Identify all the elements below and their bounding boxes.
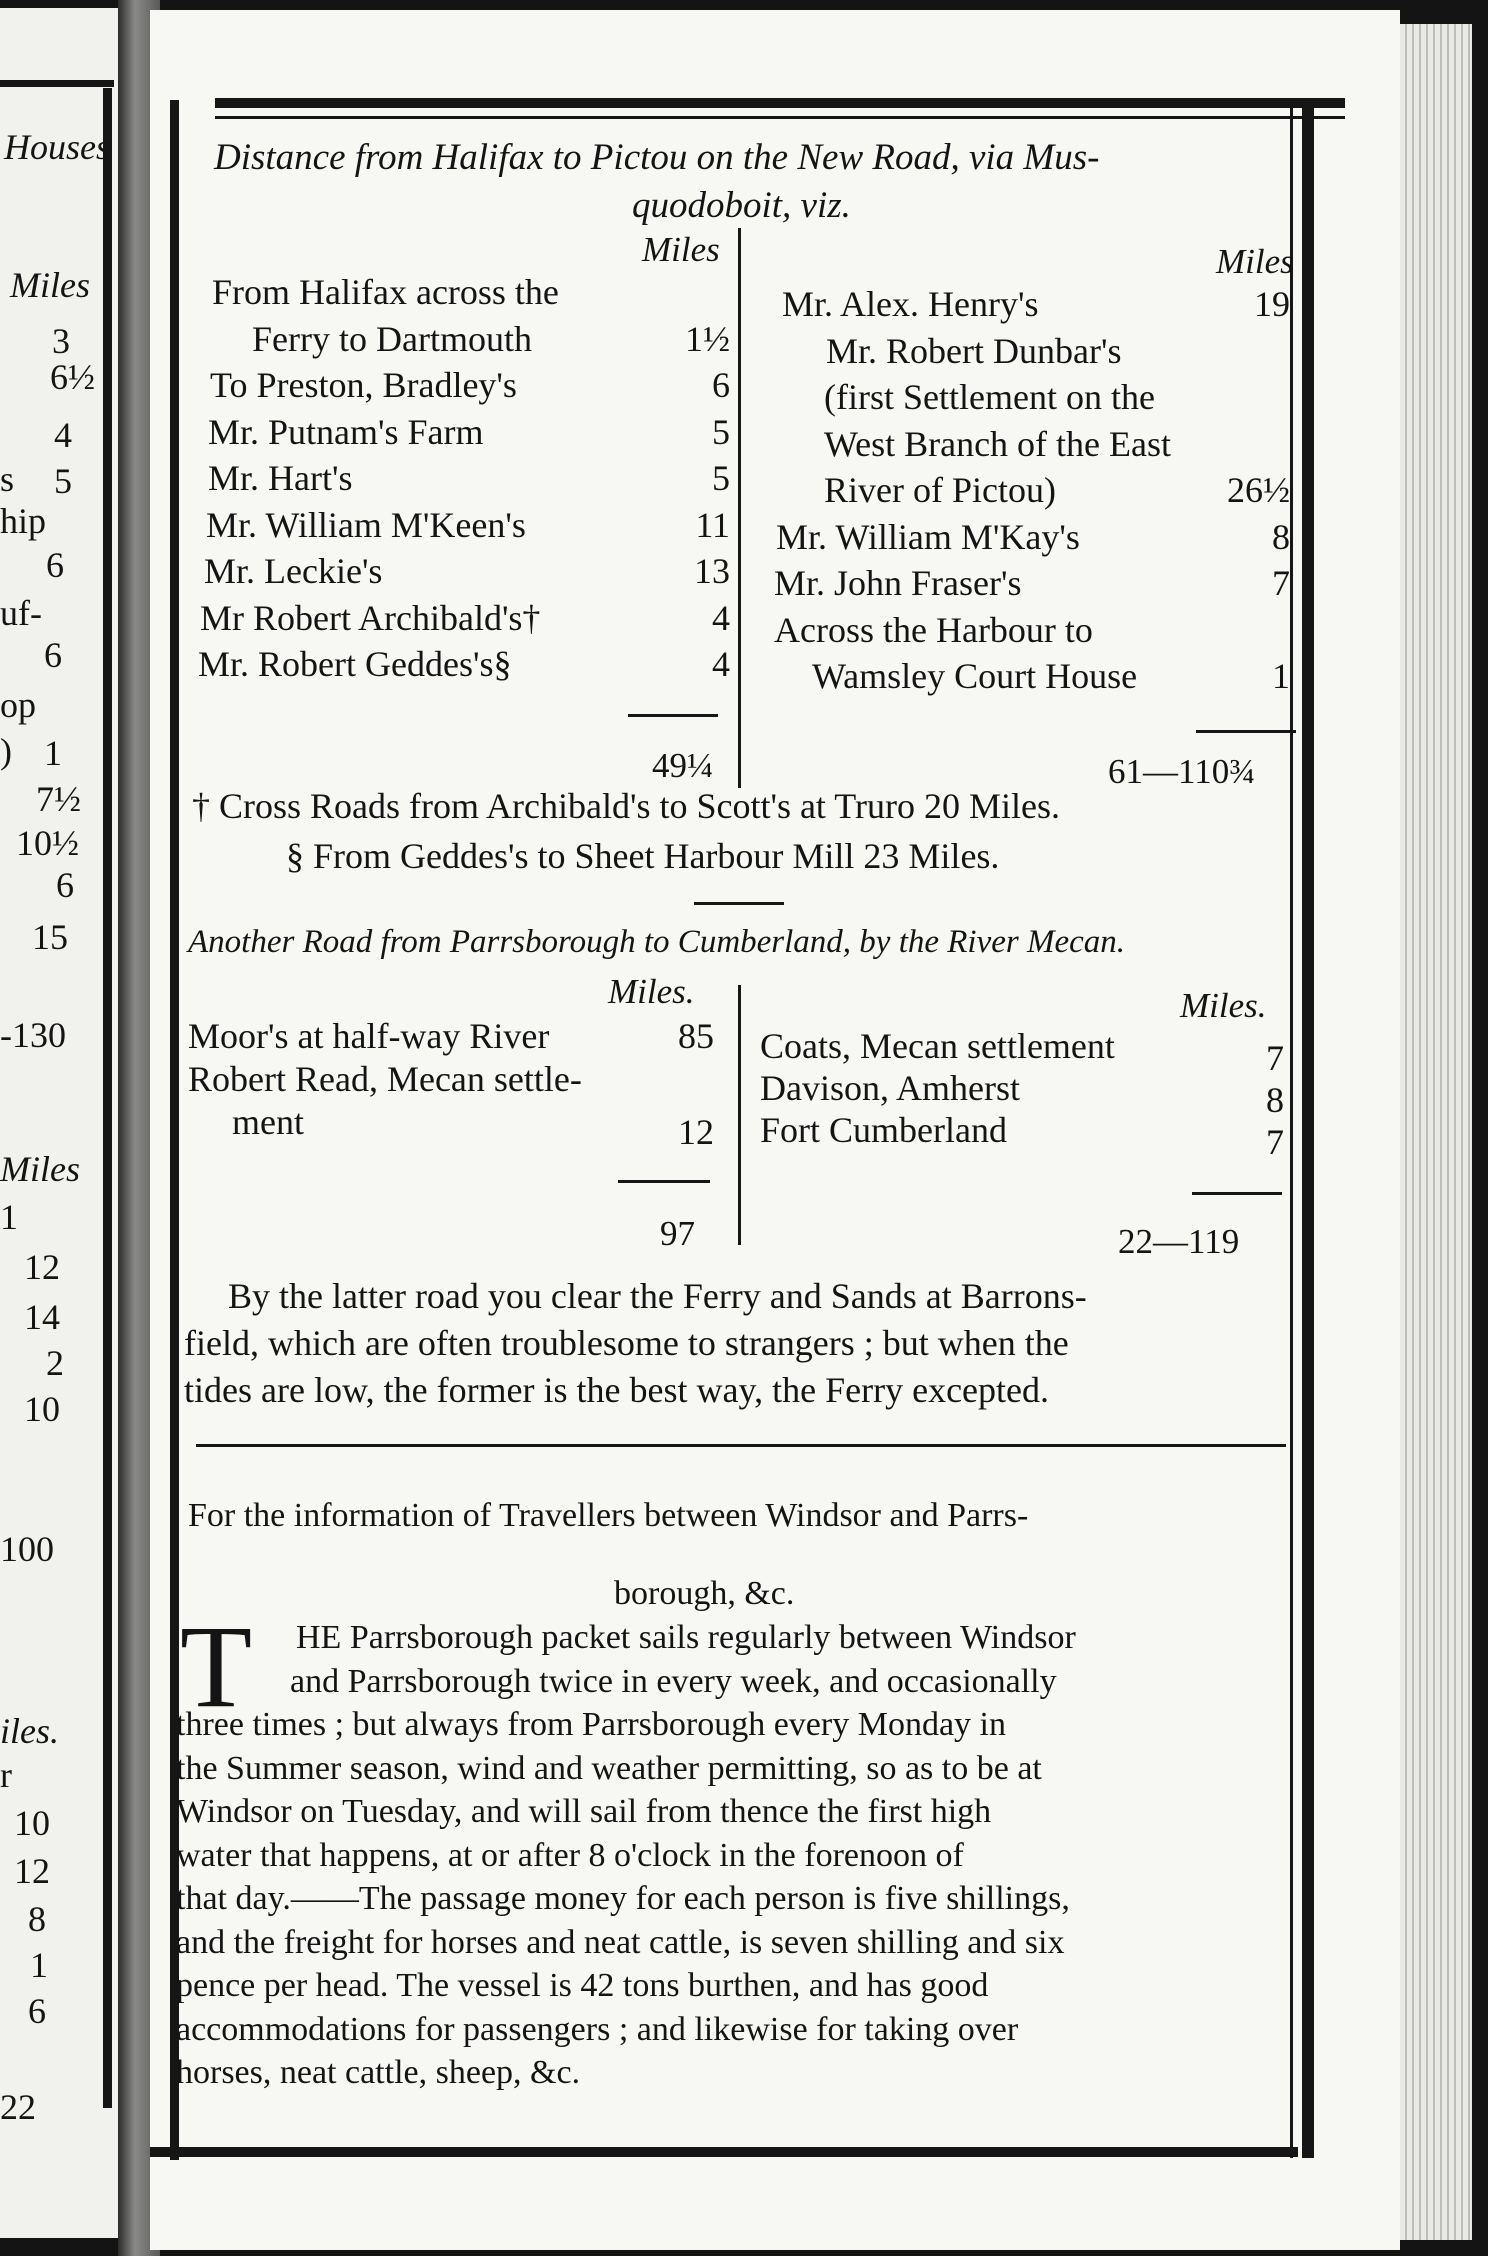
distance-row-name: West Branch of the East bbox=[824, 423, 1171, 464]
distance-row-name: Moor's at half-way River bbox=[188, 1016, 550, 1056]
previous-page-text: 12 bbox=[24, 1247, 60, 1287]
frame-right-rule bbox=[1302, 108, 1314, 2158]
paragraph-line: three times ; but always from Parrsborough every Monday in bbox=[176, 1706, 1006, 1743]
previous-page-text: Houses bbox=[4, 127, 110, 167]
distance-row-name: ment bbox=[232, 1102, 304, 1142]
previous-page-text: uf- bbox=[0, 593, 42, 633]
distance-row-name: Robert Read, Mecan settle- bbox=[188, 1059, 582, 1099]
section3-heading-line2: borough, &c. bbox=[614, 1575, 795, 1612]
previous-page-text: 10 bbox=[14, 1803, 50, 1843]
distance-row-miles: 8 bbox=[1272, 516, 1290, 557]
distance-row-miles: 6 bbox=[712, 365, 730, 405]
previous-page-text: Miles bbox=[0, 1149, 80, 1189]
paragraph-line: accommodations for passengers ; and likewise for taking over bbox=[176, 2010, 1019, 2048]
section1-note-cross-roads: † Cross Roads from Archibald's to Scott's at Truro 20 Miles. bbox=[192, 786, 1060, 826]
previous-page-text: hip bbox=[0, 501, 47, 541]
section1-right-total-rule bbox=[1196, 730, 1296, 733]
distance-row-name: Mr Robert Archibald's† bbox=[200, 597, 541, 638]
distance-row-miles: 85 bbox=[678, 1016, 714, 1056]
paragraph-line: and the freight for horses and neat cattle, is seven shilling and six bbox=[176, 1923, 1065, 1961]
distance-row-miles: 5 bbox=[712, 411, 730, 452]
frame-right-rule-thin bbox=[1290, 108, 1293, 2158]
previous-page-text: 6 bbox=[28, 1991, 46, 2031]
previous-page-text: 10½ bbox=[16, 823, 79, 863]
previous-page-text: 100 bbox=[0, 1529, 54, 1569]
paragraph-line: that day.——The passage money for each person is five shillings, bbox=[176, 1880, 1070, 1917]
section1-column-divider bbox=[738, 228, 741, 788]
section2-miles-label-right: Miles. bbox=[1180, 986, 1267, 1025]
distance-row-miles: 4 bbox=[712, 597, 730, 638]
section-separator bbox=[196, 1444, 1286, 1447]
distance-row-name: Mr. Robert Dunbar's bbox=[826, 330, 1122, 371]
distance-row-name: Fort Cumberland bbox=[760, 1110, 1007, 1150]
previous-page-text: 1 bbox=[44, 733, 62, 773]
distance-row-name: Mr. John Fraser's bbox=[774, 563, 1022, 603]
section1-left-total: 49¼ bbox=[652, 746, 714, 785]
distance-row-name: Mr. William M'Keen's bbox=[206, 504, 526, 545]
distance-row-miles: 11 bbox=[695, 504, 730, 545]
distance-row-name: Across the Harbour to bbox=[774, 609, 1093, 650]
paragraph-line: the Summer season, wind and weather permitting, so as to be at bbox=[176, 1749, 1042, 1787]
distance-row-miles: 4 bbox=[712, 644, 730, 684]
previous-page-text: 14 bbox=[24, 1297, 60, 1337]
section3-heading-line1: For the information of Travellers between Windsor and Parrs- bbox=[188, 1497, 1029, 1534]
paragraph-line: water that happens, at or after 8 o'clock in the forenoon of bbox=[176, 1836, 964, 1874]
paragraph-line: and Parrsborough twice in every week, and occasionally bbox=[290, 1662, 1057, 1700]
section2-miles-label-left: Miles. bbox=[608, 972, 695, 1011]
distance-row-name: Mr. Alex. Henry's bbox=[782, 284, 1039, 324]
section1-miles-label-right: Miles bbox=[1216, 242, 1294, 281]
previous-page-text: ) bbox=[0, 731, 12, 771]
previous-page-text: 1 bbox=[0, 1197, 18, 1237]
page-border bbox=[103, 88, 112, 2108]
page-rule bbox=[0, 80, 114, 87]
distance-row-name: (first Settlement on the bbox=[824, 377, 1155, 417]
paragraph-line: pence per head. The vessel is 42 tons burthen, and has good bbox=[176, 1967, 989, 2004]
distance-row-miles: 1½ bbox=[685, 318, 730, 359]
frame-top-rule-thin bbox=[215, 116, 1345, 119]
section2-right-total: 22—119 bbox=[1118, 1222, 1240, 1261]
frame-top-rule bbox=[215, 98, 1345, 108]
previous-page-text: -130 bbox=[0, 1015, 66, 1055]
section1-right-total: 61—110¾ bbox=[1108, 752, 1256, 791]
page-edges bbox=[1400, 24, 1472, 2240]
distance-row-miles: 7 bbox=[1272, 563, 1290, 603]
previous-page-text: 5 bbox=[54, 461, 72, 501]
previous-page-text: 1 bbox=[30, 1945, 48, 1985]
previous-page-text: 12 bbox=[14, 1851, 50, 1891]
paragraph-line: tides are low, the former is the best way, the Ferry excepted. bbox=[184, 1370, 1050, 1410]
previous-page-text: 8 bbox=[28, 1899, 46, 1939]
previous-page-text: Miles bbox=[10, 265, 90, 305]
previous-page-text: 4 bbox=[54, 415, 72, 455]
distance-row-name: Mr. Hart's bbox=[208, 458, 353, 498]
previous-page-text: r bbox=[0, 1755, 12, 1795]
previous-page-text: s bbox=[0, 459, 15, 499]
distance-row-name: River of Pictou) bbox=[824, 470, 1056, 510]
paragraph-line: HE Parrsborough packet sails regularly between Windsor bbox=[296, 1619, 1076, 1656]
previous-page-text: 10 bbox=[24, 1389, 60, 1429]
distance-row-miles: 19 bbox=[1254, 284, 1290, 324]
paragraph-line: Windsor on Tuesday, and will sail from thence the first high bbox=[176, 1793, 992, 1830]
distance-row-name: Mr. Putnam's Farm bbox=[208, 411, 484, 452]
paragraph-line: horses, neat cattle, sheep, &c. bbox=[176, 2054, 581, 2091]
distance-row-name: Davison, Amherst bbox=[760, 1068, 1020, 1108]
distance-row-name: Ferry to Dartmouth bbox=[252, 318, 532, 359]
previous-page-text: 6½ bbox=[50, 357, 95, 397]
section1-heading-line1: Distance from Halifax to Pictou on the New Road, via Mus- bbox=[214, 137, 1100, 178]
section2-left-total-rule bbox=[618, 1180, 710, 1183]
distance-row-name: To Preston, Bradley's bbox=[210, 365, 517, 405]
distance-row-miles: 7 bbox=[1266, 1038, 1284, 1078]
previous-page-text: 6 bbox=[56, 865, 74, 905]
section1-miles-label-left: Miles bbox=[642, 230, 720, 269]
section2-heading: Another Road from Parrsborough to Cumberland, by the River Mecan. bbox=[188, 924, 1126, 960]
distance-row-name: From Halifax across the bbox=[212, 272, 559, 312]
distance-row-name: Coats, Mecan settlement bbox=[760, 1026, 1115, 1066]
section1-note-sheet-harbour: § From Geddes's to Sheet Harbour Mill 23 Miles. bbox=[286, 836, 1000, 876]
distance-row-miles: 7 bbox=[1266, 1122, 1284, 1162]
previous-page-text: 6 bbox=[44, 635, 62, 675]
previous-page-text: op bbox=[0, 685, 36, 725]
previous-page-text: 7½ bbox=[36, 779, 81, 819]
distance-row-name: Mr. William M'Kay's bbox=[776, 516, 1080, 557]
paragraph-line: By the latter road you clear the Ferry and Sands at Barrons- bbox=[228, 1276, 1087, 1316]
section-separator bbox=[694, 902, 784, 905]
previous-page-text: iles. bbox=[0, 1711, 59, 1751]
previous-page-text: 15 bbox=[32, 917, 68, 957]
distance-row-miles: 26½ bbox=[1227, 470, 1290, 510]
section2-left-total: 97 bbox=[660, 1214, 695, 1253]
previous-page-fragment bbox=[0, 8, 118, 2238]
distance-row-miles: 8 bbox=[1266, 1080, 1284, 1120]
distance-row-miles: 5 bbox=[712, 458, 730, 498]
previous-page-text: 22 bbox=[0, 2087, 36, 2127]
frame-bottom-rule bbox=[150, 2147, 1298, 2157]
distance-row-name: Wamsley Court House bbox=[812, 656, 1138, 696]
distance-row-miles: 1 bbox=[1272, 656, 1290, 696]
section2-right-total-rule bbox=[1192, 1192, 1282, 1195]
distance-row-miles: 13 bbox=[694, 551, 730, 591]
distance-row-name: Mr. Leckie's bbox=[204, 551, 383, 591]
drop-cap: T bbox=[180, 1601, 253, 1732]
section1-left-total-rule bbox=[628, 714, 718, 717]
paragraph-line: field, which are often troublesome to strangers ; but when the bbox=[184, 1323, 1069, 1363]
section1-heading-line2: quodoboit, viz. bbox=[632, 185, 851, 226]
previous-page-text: 2 bbox=[46, 1343, 64, 1383]
distance-row-name: Mr. Robert Geddes's§ bbox=[198, 644, 512, 684]
previous-page-text: 6 bbox=[46, 545, 64, 585]
section2-column-divider bbox=[738, 985, 741, 1245]
distance-row-miles: 12 bbox=[678, 1112, 714, 1152]
previous-page-text: 3 bbox=[52, 321, 70, 361]
